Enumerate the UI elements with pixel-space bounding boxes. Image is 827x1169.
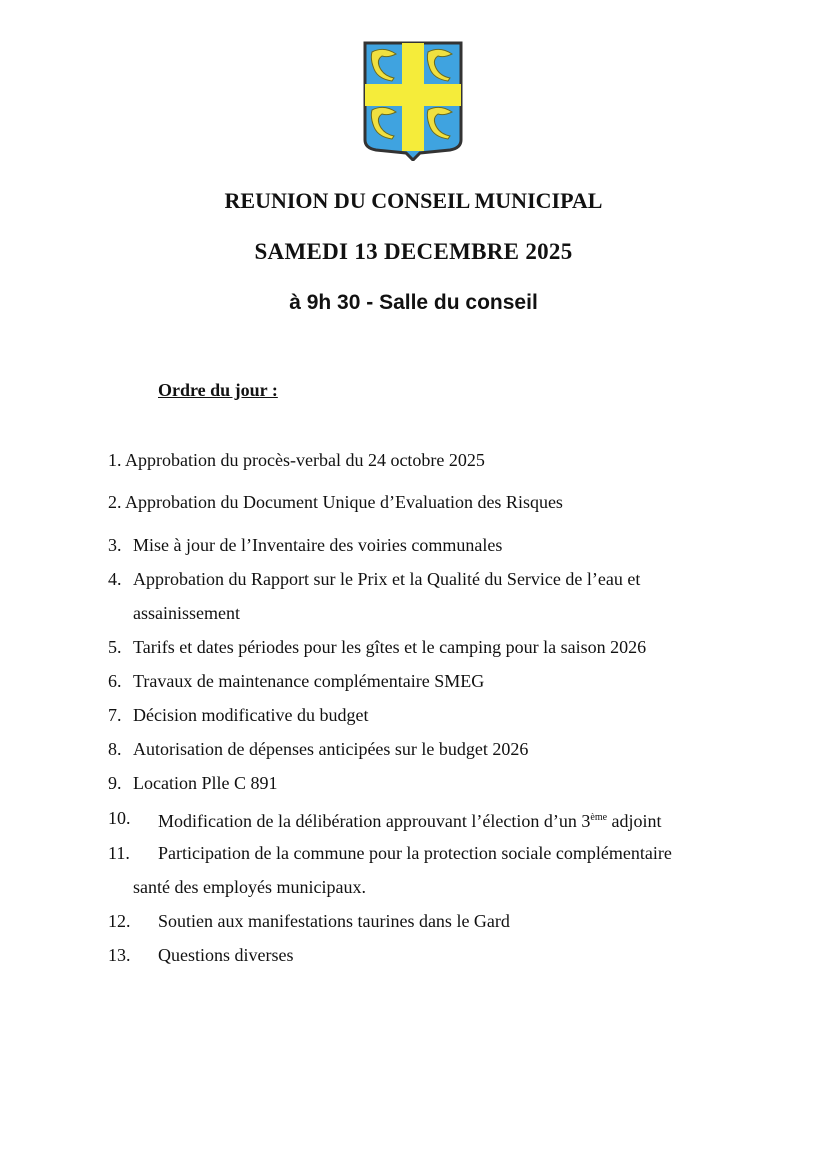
item-text: Modification de la délibération approuvant l’élection d’un 3 <box>158 811 591 831</box>
item-number: 5. <box>108 637 122 657</box>
item-number: 10. <box>108 808 131 828</box>
item-text: Mise à jour de l’Inventaire des voiries communales <box>133 535 503 555</box>
list-item <box>108 491 563 513</box>
item-text: Travaux de maintenance complémentaire SMEG <box>133 671 485 691</box>
item-text: Approbation du procès-verbal du 24 octobre 2025 <box>125 450 485 470</box>
meeting-date: SAMEDI 13 DECEMBRE 2025 <box>254 239 573 264</box>
item-text: Questions diverses <box>158 945 294 965</box>
item-number: 12. <box>108 911 131 931</box>
meeting-title: REUNION DU CONSEIL MUNICIPAL <box>224 188 603 213</box>
item-text: Soutien aux manifestations taurines dans le Gard <box>158 911 510 931</box>
meeting-time-place: à 9h 30 - Salle du conseil <box>289 291 538 314</box>
item-continuation: santé des employés municipaux. <box>133 877 366 897</box>
item-number: 3. <box>108 535 122 555</box>
item-text: Participation de la commune pour la protection sociale complémentaire <box>158 843 672 863</box>
item-number: 8. <box>108 739 122 759</box>
item-number: 6. <box>108 671 122 691</box>
item-text: Approbation du Rapport sur le Prix et la Qualité du Service de l’eau et <box>133 569 641 589</box>
item-text: Location Plle C 891 <box>133 773 278 793</box>
item-number: 2. <box>108 492 122 512</box>
item-text: Approbation du Document Unique d’Evaluation des Risques <box>125 492 563 512</box>
list-item <box>108 449 485 471</box>
item-text-end: adjoint <box>607 811 662 831</box>
item-continuation: assainissement <box>133 603 240 623</box>
item-number: 11. <box>108 843 130 863</box>
agenda-heading: Ordre du jour : <box>158 380 278 400</box>
item-number: 7. <box>108 705 122 725</box>
item-number: 4. <box>108 569 122 589</box>
item-text: Tarifs et dates périodes pour les gîtes et le camping pour la saison 2026 <box>133 637 647 657</box>
coat-of-arms-logo <box>362 40 464 161</box>
item-number: 1. <box>108 450 122 470</box>
item-number: 9. <box>108 773 122 793</box>
item-number: 13. <box>108 945 131 965</box>
item-text: Autorisation de dépenses anticipées sur le budget 2026 <box>133 739 529 759</box>
item-superscript: ème <box>590 812 608 823</box>
item-text: Décision modificative du budget <box>133 705 369 725</box>
